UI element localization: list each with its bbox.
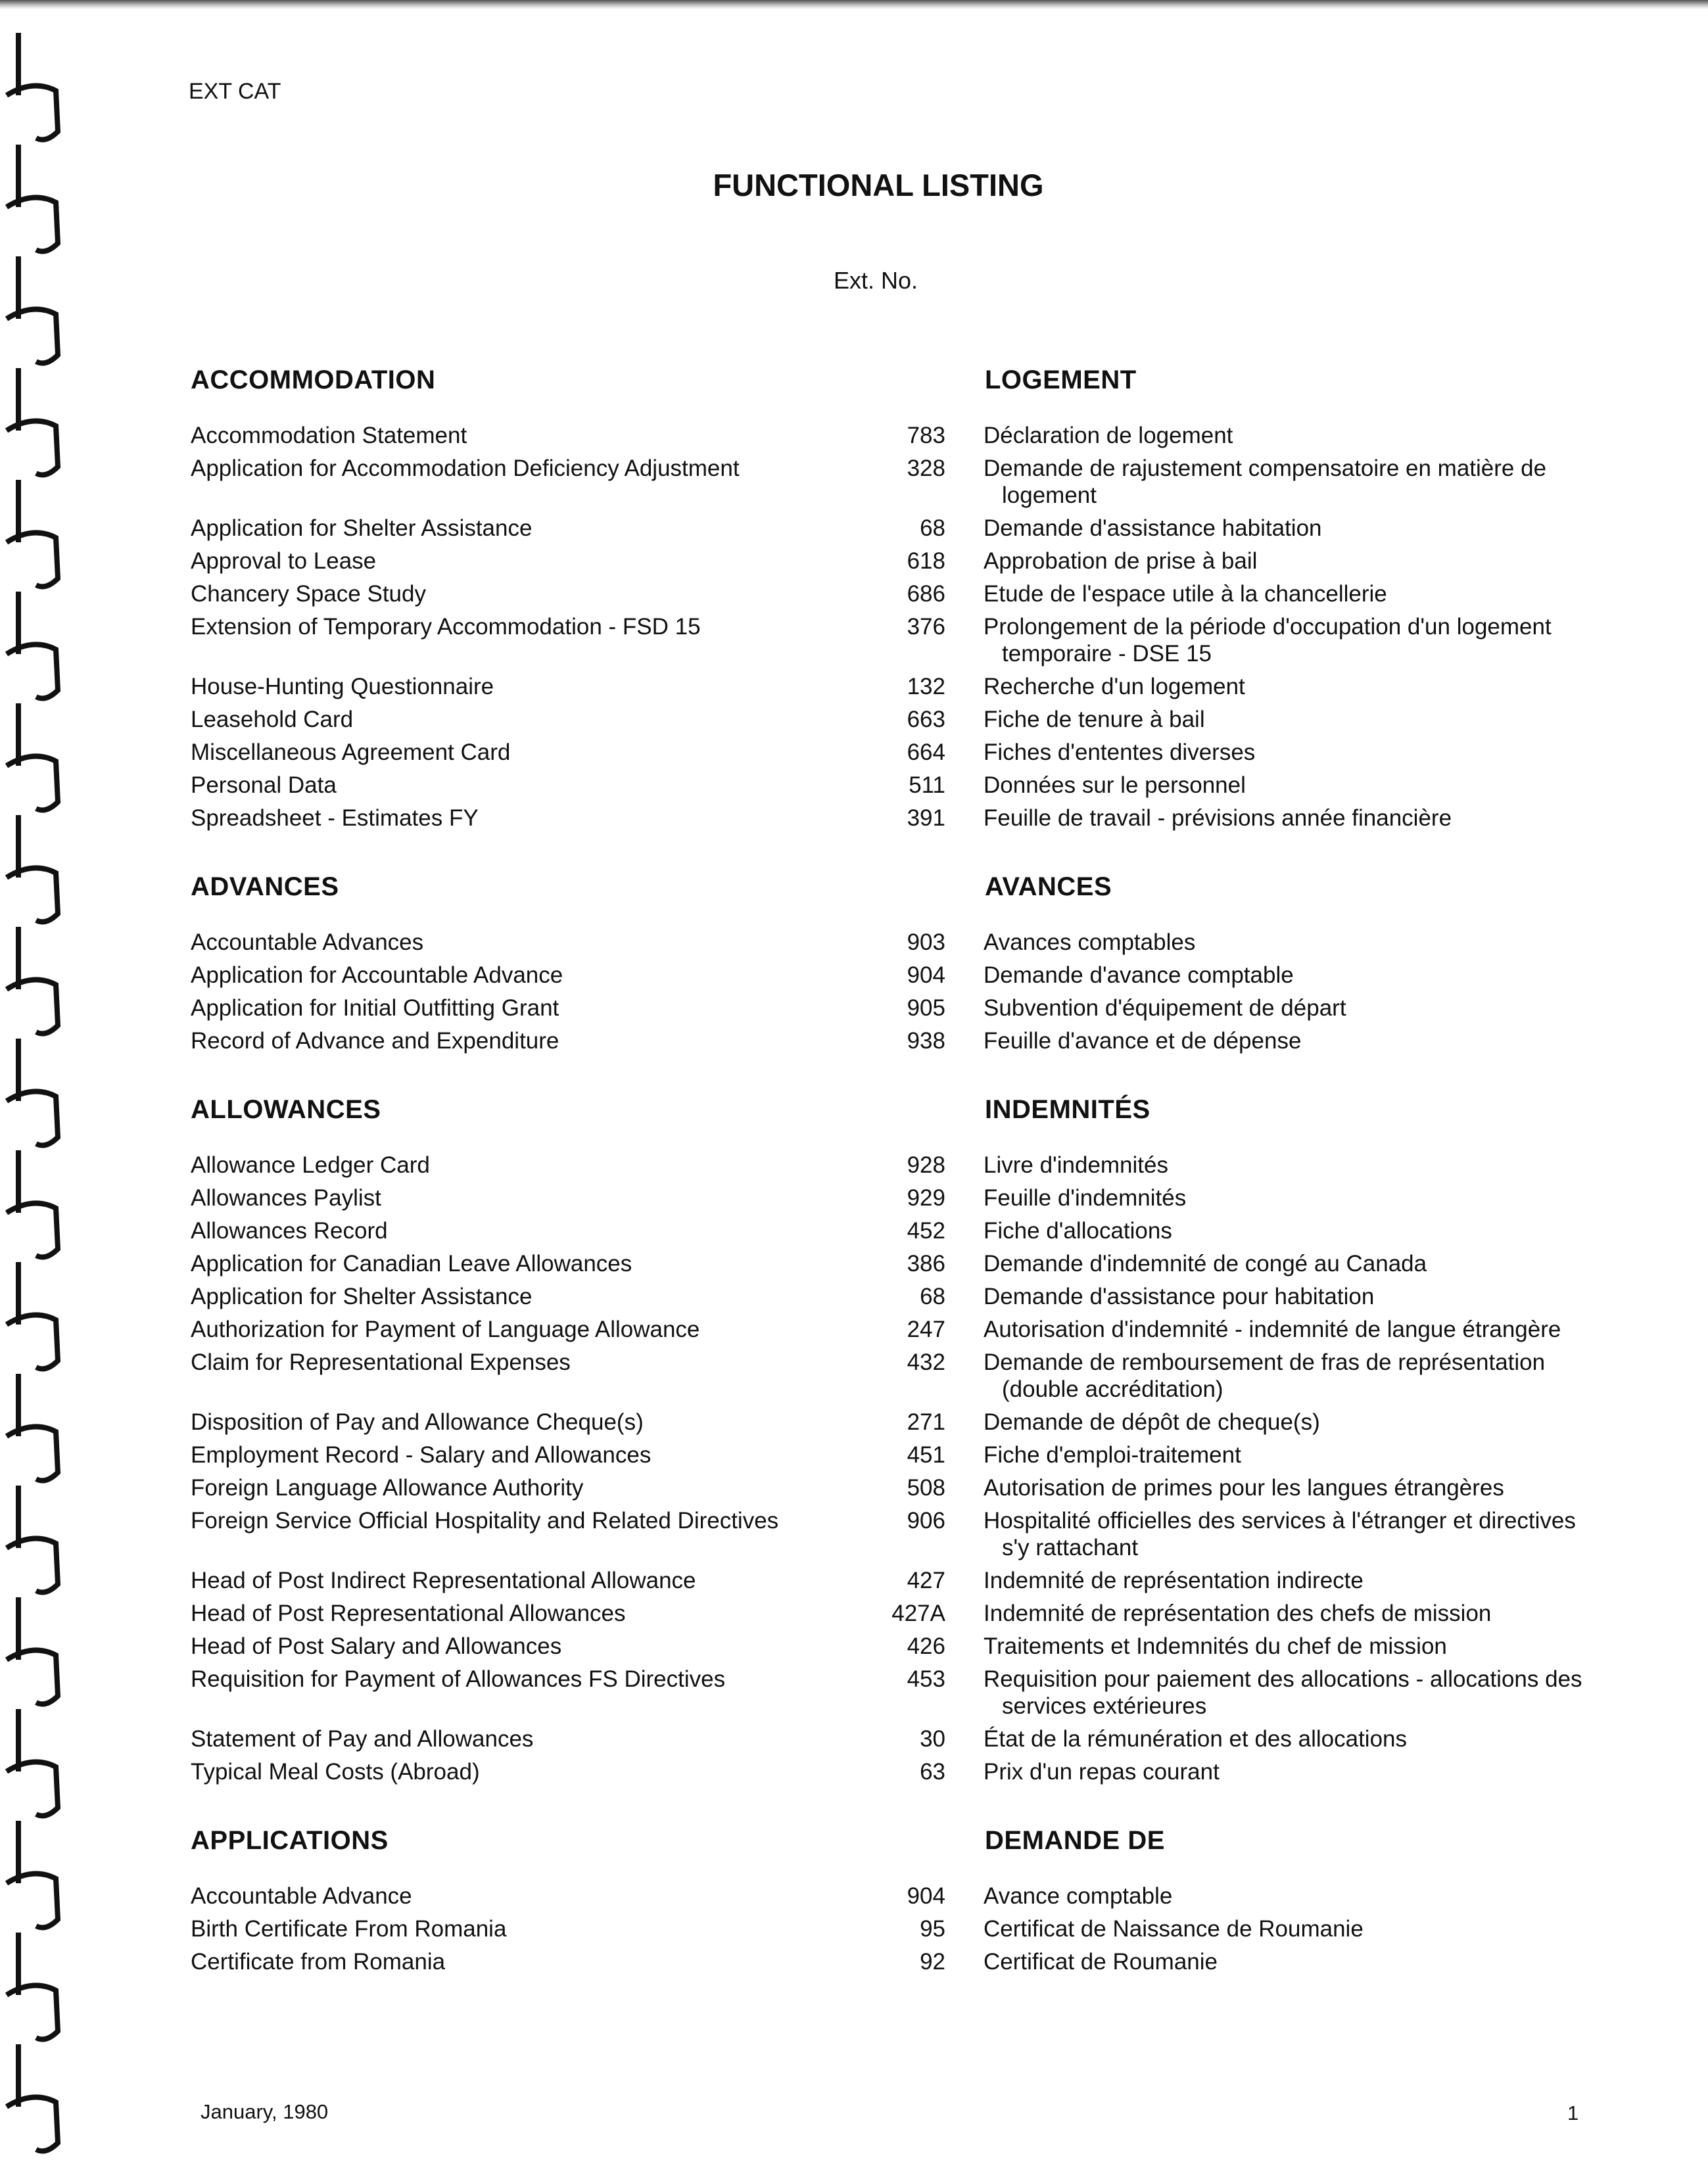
- form-name-fr: Demande de rajustement compensatoire en matière de logement: [984, 456, 1547, 508]
- ext-number: 132: [907, 674, 945, 699]
- listing-row: [189, 1666, 1596, 1720]
- ext-number: 386: [907, 1251, 945, 1277]
- ext-number: 92: [920, 1949, 945, 1975]
- listing-row: [189, 739, 1596, 766]
- form-name-en: Authorization for Payment of Language Allowance: [191, 1317, 700, 1342]
- listing-row: [189, 1600, 1596, 1627]
- form-name-en: Application for Accommodation Deficiency Adjustment: [191, 456, 740, 481]
- section: [189, 1095, 1596, 1785]
- form-name-fr: Demande d'assistance pour habitation: [984, 1284, 1375, 1309]
- listing-row: [189, 1283, 1596, 1310]
- form-name-fr: Requisition pour paiement des allocations - allocations des services extérieures: [984, 1666, 1582, 1719]
- ext-number: 453: [907, 1666, 945, 1692]
- form-name-en: Allowance Ledger Card: [191, 1152, 430, 1178]
- binding-coil: [7, 368, 58, 475]
- listing-row: [189, 1250, 1596, 1277]
- section-title-en: APPLICATIONS: [191, 1826, 389, 1855]
- ext-number: 686: [907, 581, 945, 607]
- listing-row: [189, 706, 1596, 733]
- ext-number: 618: [907, 548, 945, 574]
- section: [189, 872, 1596, 1054]
- section-title-fr: INDEMNITÉS: [985, 1095, 1151, 1124]
- listing-row: [189, 1948, 1596, 1975]
- ext-number: 664: [907, 739, 945, 765]
- listing-row: [189, 515, 1596, 542]
- form-name-fr: Avance comptable: [984, 1883, 1173, 1909]
- ext-number: 928: [907, 1152, 945, 1178]
- ext-number: 663: [907, 707, 945, 732]
- ext-number: 452: [907, 1218, 945, 1244]
- binding-coil: [7, 1933, 58, 2039]
- form-name-en: Approval to Lease: [191, 548, 377, 574]
- listing-row: [189, 422, 1596, 449]
- form-name-fr: Demande d'assistance habitation: [984, 515, 1322, 541]
- form-name-fr: Prolongement de la période d'occupation d'un logement temporaire - DSE 15: [984, 614, 1552, 667]
- listing-row: [189, 1217, 1596, 1244]
- listing-row: [189, 1507, 1596, 1561]
- form-name-en: Certificate from Romania: [191, 1949, 446, 1975]
- section-title-fr: DEMANDE DE: [985, 1826, 1165, 1855]
- form-name-fr: Autorisation d'indemnité - indemnité de langue étrangère: [984, 1317, 1561, 1342]
- form-name-fr: Feuille de travail - prévisions année financière: [984, 805, 1452, 831]
- listing-row: [189, 1316, 1596, 1343]
- ext-number: 68: [920, 1284, 945, 1309]
- listing-row: [189, 1725, 1596, 1752]
- ext-number: 905: [907, 995, 945, 1021]
- binding-coil: [7, 480, 58, 586]
- form-name-en: Accountable Advances: [191, 929, 424, 955]
- listing-row: [189, 1152, 1596, 1179]
- listing-body: [189, 365, 1596, 2016]
- form-name-en: Chancery Space Study: [191, 581, 426, 607]
- ext-number: 427A: [891, 1601, 945, 1626]
- section-title-en: ADVANCES: [191, 872, 339, 901]
- ext-column-label: Ext. No.: [834, 267, 918, 294]
- form-name-en: Miscellaneous Agreement Card: [191, 739, 511, 765]
- ext-number: 63: [920, 1759, 945, 1785]
- ext-number: 929: [907, 1185, 945, 1211]
- form-name-en: Application for Shelter Assistance: [191, 515, 533, 541]
- form-name-en: Statement of Pay and Allowances: [191, 1726, 534, 1752]
- form-name-en: Requisition for Payment of Allowances FS Directives: [191, 1666, 726, 1692]
- listing-row: [189, 962, 1596, 989]
- form-name-en: Claim for Representational Expenses: [191, 1349, 571, 1375]
- listing-row: [189, 995, 1596, 1021]
- form-name-en: Application for Canadian Leave Allowances: [191, 1251, 632, 1277]
- form-name-en: Typical Meal Costs (Abroad): [191, 1759, 480, 1785]
- binding-coil: [7, 1597, 58, 1704]
- ext-number: 904: [907, 1883, 945, 1909]
- form-name-fr: Etude de l'espace utile à la chancellerie: [984, 581, 1387, 607]
- form-name-en: Employment Record - Salary and Allowances: [191, 1442, 652, 1468]
- ext-number: 95: [920, 1916, 945, 1942]
- binding-coil: [7, 927, 58, 1033]
- form-name-en: Allowances Paylist: [191, 1185, 381, 1211]
- listing-row: [189, 580, 1596, 607]
- binding-coil: [7, 2044, 58, 2151]
- listing-row: [189, 1184, 1596, 1211]
- ext-number: 328: [907, 456, 945, 481]
- section: [189, 1826, 1596, 1975]
- listing-row: [189, 673, 1596, 700]
- form-name-fr: Approbation de prise à bail: [984, 548, 1258, 574]
- form-name-fr: Demande de dépôt de cheque(s): [984, 1409, 1320, 1435]
- section-header: [189, 1826, 1596, 1865]
- listing-row: [189, 1758, 1596, 1785]
- form-name-en: Extension of Temporary Accommodation - FSD 15: [191, 614, 701, 640]
- section-title-fr: LOGEMENT: [985, 365, 1137, 394]
- form-name-fr: Feuille d'avance et de dépense: [984, 1028, 1302, 1054]
- ext-number: 508: [907, 1475, 945, 1501]
- binding-coil: [7, 33, 58, 139]
- form-name-fr: Fiche de tenure à bail: [984, 707, 1205, 732]
- ext-number: 906: [907, 1508, 945, 1534]
- form-name-fr: Indemnité de représentation indirecte: [984, 1568, 1364, 1593]
- binding-coil: [7, 1486, 58, 1592]
- ext-number: 391: [907, 805, 945, 831]
- listing-row: [189, 613, 1596, 667]
- form-name-en: Accommodation Statement: [191, 423, 467, 448]
- form-name-en: Application for Initial Outfitting Grant: [191, 995, 559, 1021]
- ext-number: 904: [907, 962, 945, 988]
- binding-coil: [7, 1150, 58, 1257]
- ext-number: 432: [907, 1349, 945, 1375]
- ext-number: 903: [907, 929, 945, 955]
- section-header: [189, 1095, 1596, 1135]
- binding-coil: [7, 1039, 58, 1145]
- form-name-fr: Subvention d'équipement de départ: [984, 995, 1346, 1021]
- binding-coil: [7, 256, 58, 363]
- form-name-en: Foreign Service Official Hospitality and Related Directives: [191, 1508, 779, 1534]
- form-name-en: Leasehold Card: [191, 707, 354, 732]
- listing-row: [189, 455, 1596, 509]
- section-header: [189, 365, 1596, 405]
- form-name-fr: Traitements et Indemnités du chef de mission: [984, 1633, 1447, 1659]
- spiral-binding-decoration: [0, 26, 72, 2176]
- form-name-fr: Avances comptables: [984, 929, 1196, 955]
- form-name-fr: Demande d'indemnité de congé au Canada: [984, 1251, 1427, 1277]
- ext-number: 30: [920, 1726, 945, 1752]
- form-name-fr: Certificat de Naissance de Roumanie: [984, 1916, 1364, 1942]
- ext-number: 783: [907, 423, 945, 448]
- form-name-fr: Fiche d'emploi-traitement: [984, 1442, 1241, 1468]
- ext-number: 427: [907, 1568, 945, 1593]
- footer-date: January, 1980: [201, 2100, 329, 2123]
- listing-row: [189, 1915, 1596, 1942]
- listing-row: [189, 1633, 1596, 1660]
- listing-row: [189, 772, 1596, 799]
- form-name-en: Personal Data: [191, 772, 337, 798]
- listing-row: [189, 548, 1596, 575]
- form-name-en: Head of Post Indirect Representational Allowance: [191, 1568, 696, 1593]
- page-number: 1: [1567, 2101, 1579, 2124]
- form-name-en: Allowances Record: [191, 1218, 388, 1244]
- form-name-fr: Indemnité de représentation des chefs de mission: [984, 1601, 1492, 1626]
- section-title-en: ALLOWANCES: [191, 1095, 381, 1124]
- listing-row: [189, 805, 1596, 832]
- form-name-en: House-Hunting Questionnaire: [191, 674, 494, 699]
- section-header: [189, 872, 1596, 912]
- form-name-en: Disposition of Pay and Allowance Cheque(s): [191, 1409, 644, 1435]
- form-name-fr: Demande de remboursement de fras de représentation (double accréditation): [984, 1349, 1546, 1402]
- form-name-fr: Feuille d'indemnités: [984, 1185, 1187, 1211]
- listing-row: [189, 1474, 1596, 1501]
- page-title: FUNCTIONAL LISTING: [713, 168, 1044, 202]
- binding-coil: [7, 1709, 58, 1816]
- form-name-en: Head of Post Representational Allowances: [191, 1601, 626, 1626]
- ext-number: 451: [907, 1442, 945, 1468]
- form-name-en: Application for Shelter Assistance: [191, 1284, 533, 1309]
- form-name-fr: Certificat de Roumanie: [984, 1949, 1218, 1975]
- form-name-fr: Données sur le personnel: [984, 772, 1246, 798]
- listing-row: [189, 1349, 1596, 1403]
- header-tag: EXT CAT: [189, 79, 281, 104]
- form-name-en: Accountable Advance: [191, 1883, 412, 1909]
- ext-number: 426: [907, 1633, 945, 1659]
- listing-row: [189, 1027, 1596, 1054]
- ext-number: 938: [907, 1028, 945, 1054]
- section: [189, 365, 1596, 832]
- form-name-en: Spreadsheet - Estimates FY: [191, 805, 479, 831]
- ext-number: 247: [907, 1317, 945, 1342]
- listing-row: [189, 1409, 1596, 1436]
- form-name-en: Foreign Language Allowance Authority: [191, 1475, 584, 1501]
- form-name-en: Record of Advance and Expenditure: [191, 1028, 559, 1054]
- binding-coil: [7, 703, 58, 810]
- ext-number: 271: [907, 1409, 945, 1435]
- binding-coil: [7, 815, 58, 922]
- form-name-en: Application for Accountable Advance: [191, 962, 563, 988]
- listing-row: [189, 929, 1596, 956]
- ext-number: 68: [920, 515, 945, 541]
- form-name-fr: Demande d'avance comptable: [984, 962, 1294, 988]
- form-name-fr: Recherche d'un logement: [984, 674, 1245, 699]
- form-name-fr: Autorisation de primes pour les langues étrangères: [984, 1475, 1504, 1501]
- scan-top-edge: [0, 0, 1708, 9]
- form-name-fr: Déclaration de logement: [984, 423, 1233, 448]
- form-name-fr: Prix d'un repas courant: [984, 1759, 1220, 1785]
- binding-coil: [7, 1262, 58, 1369]
- form-name-en: Head of Post Salary and Allowances: [191, 1633, 562, 1659]
- binding-coil: [7, 1821, 58, 1927]
- form-name-fr: Fiche d'allocations: [984, 1218, 1172, 1244]
- listing-row: [189, 1567, 1596, 1594]
- section-title-fr: AVANCES: [985, 872, 1112, 901]
- form-name-fr: Livre d'indemnités: [984, 1152, 1168, 1178]
- section-title-en: ACCOMMODATION: [191, 365, 436, 394]
- listing-row: [189, 1883, 1596, 1910]
- form-name-en: Birth Certificate From Romania: [191, 1916, 507, 1942]
- form-name-fr: Hospitalité officielles des services à l'étranger et directives s'y rattachant: [984, 1508, 1576, 1560]
- listing-row: [189, 1442, 1596, 1468]
- form-name-fr: Fiches d'ententes diverses: [984, 739, 1256, 765]
- binding-coil: [7, 1374, 58, 1480]
- ext-number: 511: [909, 772, 945, 798]
- binding-coil: [7, 592, 58, 698]
- form-name-fr: État de la rémunération et des allocations: [984, 1726, 1407, 1752]
- ext-number: 376: [907, 614, 945, 640]
